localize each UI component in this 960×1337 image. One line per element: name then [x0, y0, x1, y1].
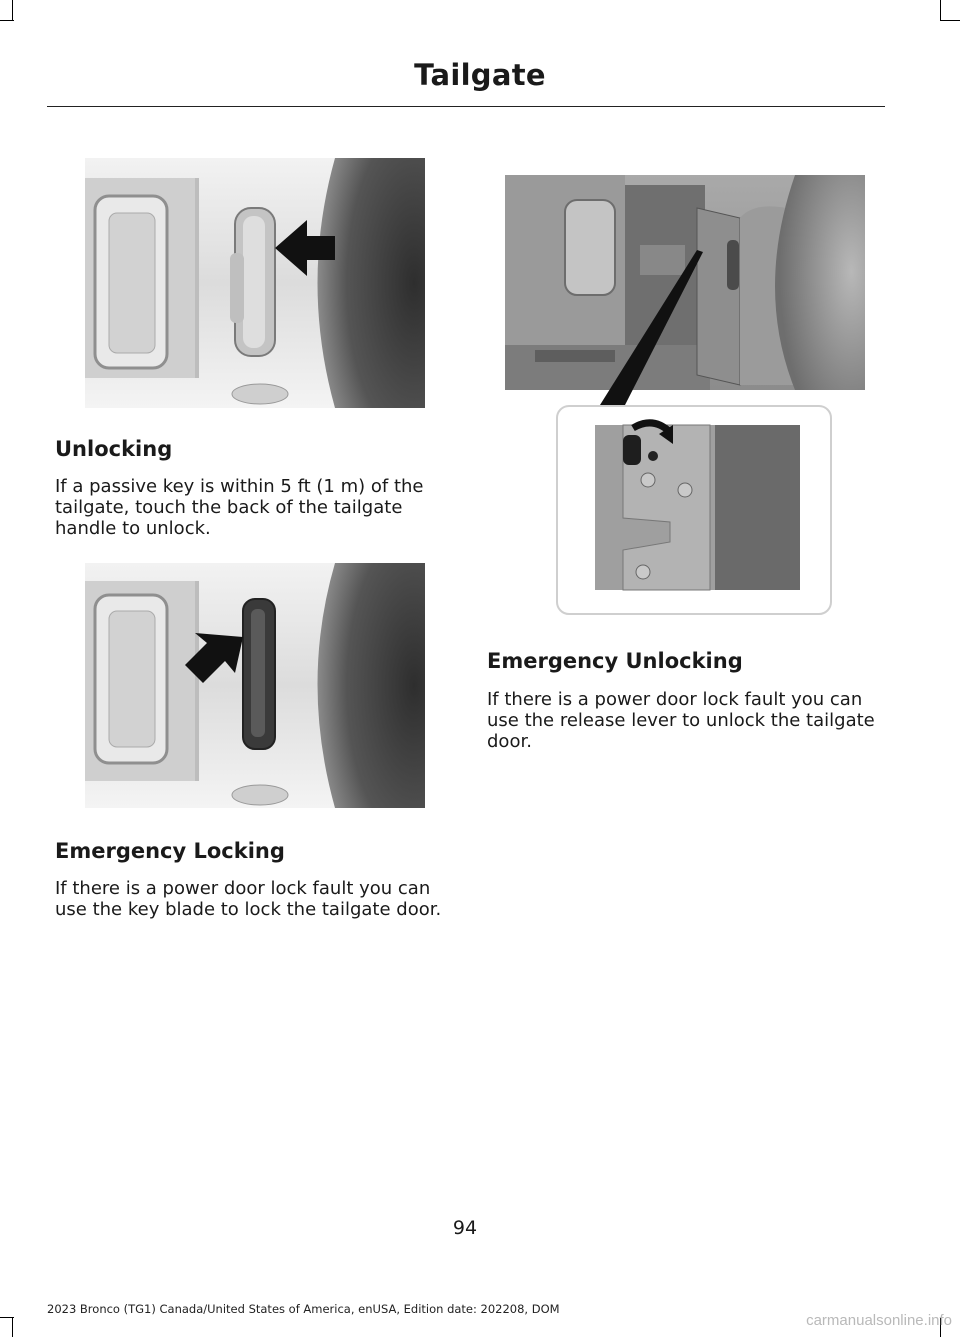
crop-mark: [0, 1317, 14, 1318]
crop-mark: [0, 20, 14, 21]
crop-mark: [940, 0, 941, 20]
crop-mark: [940, 20, 960, 21]
section-body-unlocking: If a passive key is within 5 ft (1 m) of the tailgate, touch the back of the tailgate handle to unlock.: [55, 476, 424, 539]
crop-mark: [12, 1317, 13, 1337]
section-body-emergency-locking: If there is a power door lock fault you can use the key blade to lock the tailgate door.: [55, 878, 442, 920]
tailgate-handle-lock-figure: [85, 563, 425, 808]
header-divider: [47, 106, 885, 107]
section-body-emergency-unlocking: If there is a power door lock fault you can use the release lever to unlock the tailgate door.: [487, 689, 875, 752]
watermark: carmanualsonline.info: [806, 1312, 952, 1329]
edition-footer: 2023 Bronco (TG1) Canada/United States of America, enUSA, Edition date: 202208, DOM: [47, 1302, 560, 1316]
tailgate-handle-unlock-figure: [85, 158, 425, 408]
section-heading-emergency-unlocking: Emergency Unlocking: [487, 649, 743, 673]
section-heading-unlocking: Unlocking: [55, 437, 173, 461]
page-number: 94: [452, 1217, 478, 1239]
page-title: Tailgate: [414, 58, 546, 92]
tailgate-release-lever-figure: [505, 170, 865, 620]
crop-mark: [12, 0, 13, 20]
section-heading-emergency-locking: Emergency Locking: [55, 839, 285, 863]
